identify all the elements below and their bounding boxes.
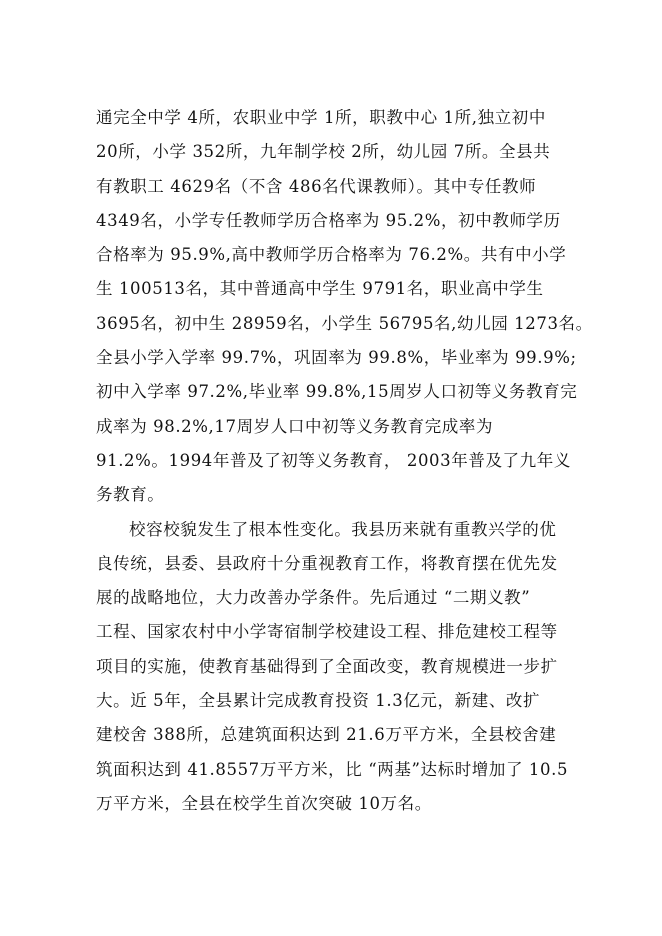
paragraph-line: 大。近 5年，全县累计完成教育投资 1.3亿元，新建、改扩 <box>96 691 541 711</box>
paragraph-line: 初中入学率 97.2%,毕业率 99.8%,15周岁人口初等义务教育完 <box>96 382 578 402</box>
paragraph-line: 全县小学入学率 99.7%，巩固率为 99.8%，毕业率为 99.9%; <box>96 348 577 368</box>
paragraph-line: 万平方米，全县在校学生首次突破 10万名。 <box>96 793 432 813</box>
paragraph-line: 工程、国家农村中小学寄宿制学校建设工程、排危建校工程等 <box>96 622 558 642</box>
paragraph-line: 4349名，小学专任教师学历合格率为 95.2%，初中教师学历 <box>96 210 561 230</box>
paragraph-line: 项目的实施，使教育基础得到了全面改变，教育规模进一步扩 <box>96 656 558 676</box>
paragraph-line: 20所，小学 352所，九年制学校 2所，幼儿园 7所。全县共 <box>96 142 551 162</box>
paragraph-line: 筑面积达到 41.8557万平方米，比 “两基”达标时增加了 10.5 <box>96 759 569 779</box>
paragraph-line: 91.2%。1994年普及了初等义务教育， 2003年普及了九年义 <box>96 450 571 470</box>
paragraph-line: 通完全中学 4所，农职业中学 1所，职教中心 1所,独立初中 <box>96 108 546 127</box>
body-text <box>96 101 616 821</box>
paragraph-line: 生 100513名，其中普通高中学生 9791名，职业高中学生 <box>96 279 544 299</box>
paragraph-line: 合格率为 95.9%,高中教师学历合格率为 76.2%。共有中小学 <box>96 245 567 265</box>
paragraph-1 <box>96 101 616 513</box>
paragraph-line: 有教职工 4629名（不含 486名代课教师）。其中专任教师 <box>96 176 537 196</box>
paragraph-line: 3695名，初中生 28959名，小学生 56795名,幼儿园 1273名。 <box>96 313 593 333</box>
paragraph-line: 展的战略地位，大力改善办学条件。先后通过 “二期义教” <box>96 588 531 608</box>
paragraph-2 <box>96 513 616 822</box>
paragraph-line: 良传统，县委、县政府十分重视教育工作，将教育摆在优先发 <box>96 553 558 573</box>
paragraph-line: 校容校貌发生了根本性变化。我县历来就有重教兴学的优 <box>129 519 557 539</box>
paragraph-line: 建校舍 388所，总建筑面积达到 21.6万平方米，全县校舍建 <box>96 725 557 745</box>
paragraph-line: 成率为 98.2%,17周岁人口中初等义务教育完成率为 <box>96 416 494 436</box>
paragraph-line: 务教育。 <box>96 485 165 505</box>
